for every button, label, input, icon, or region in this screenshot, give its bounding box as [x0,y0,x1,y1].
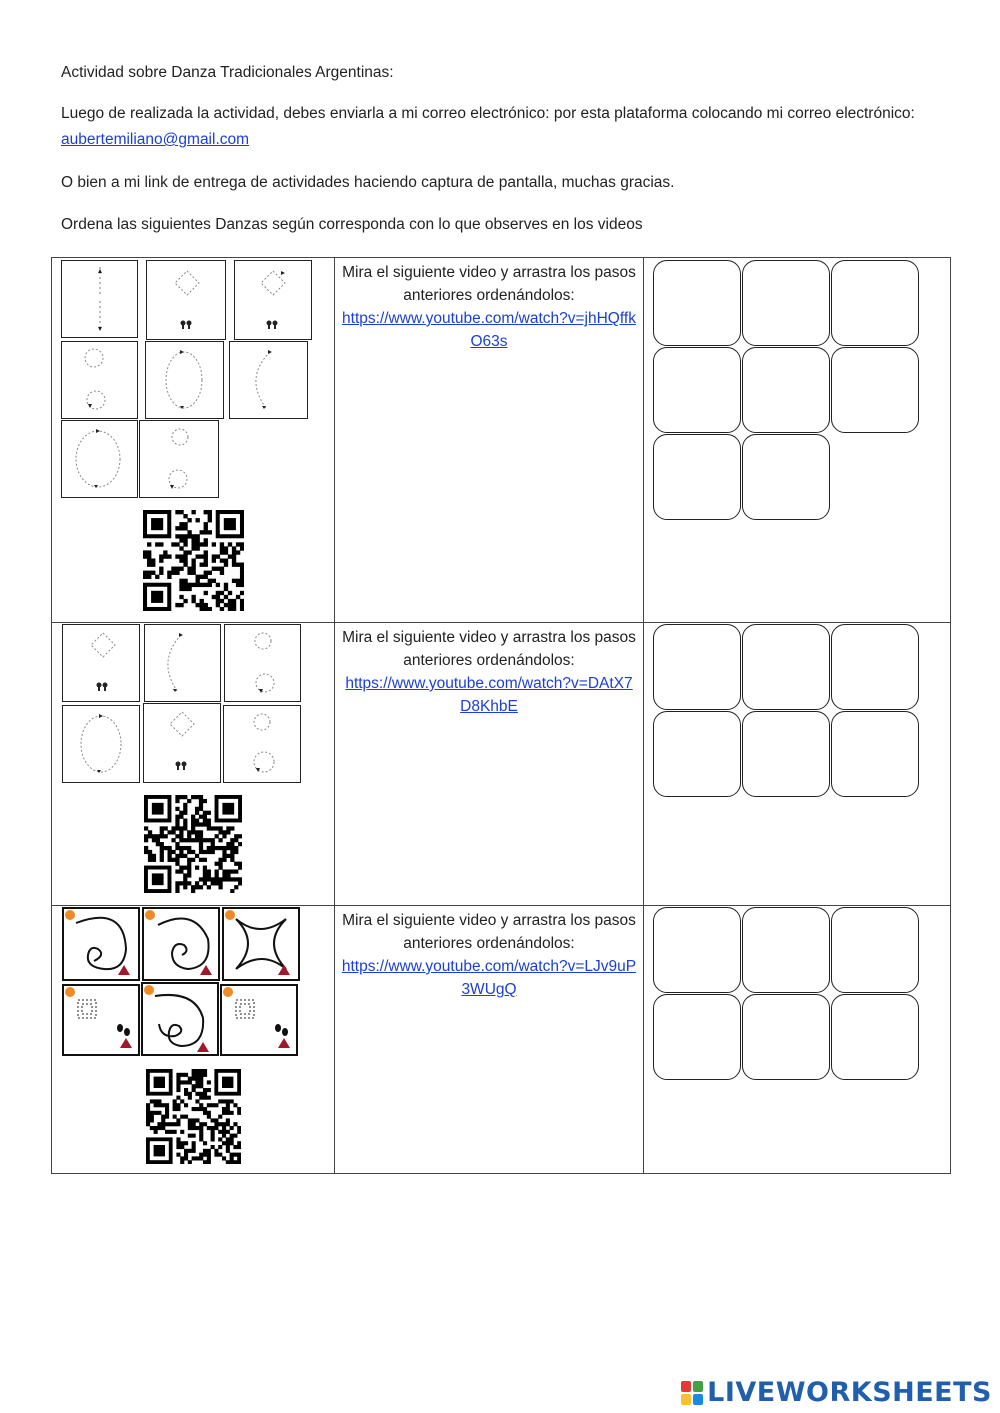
video-link[interactable]: https://www.youtube.com/watch?v=DAtX7D8KhbE [345,675,633,715]
drop-slot[interactable] [831,624,919,710]
dance-step-diagram-icon [230,342,307,418]
drop-slot[interactable] [831,711,919,797]
step-card[interactable] [62,984,140,1056]
drop-slot[interactable] [831,347,919,433]
drop-slot[interactable] [653,994,741,1080]
dance-step-diagram-icon [143,984,217,1054]
drop-slot[interactable] [653,347,741,433]
step-card[interactable] [223,705,301,783]
dance-step-diagram-icon [225,625,300,701]
video-link[interactable]: https://www.youtube.com/watch?v=LJv9uP3WUgQ [341,958,637,998]
qr-code-icon[interactable] [146,1069,241,1164]
liveworksheets-brand [681,1377,992,1408]
qr-code-icon[interactable] [143,510,244,611]
instruction-block [335,906,643,1001]
instruction-cell-1 [335,258,644,623]
instruction-text: Mira el siguiente video y arrastra los pasos anteriores ordenándolos: [342,912,636,952]
drop-slot[interactable] [831,994,919,1080]
dance-step-diagram-icon [146,342,223,418]
step-card[interactable] [234,260,312,340]
step-card[interactable] [144,624,221,702]
steps-cell-1 [52,258,335,623]
step-card[interactable] [222,907,300,981]
send-text: Luego de realizada la actividad, debes enviarla a mi correo electrónico: por esta plataforma colocando mi correo electrónico: [61,105,915,122]
drop-slot[interactable] [653,260,741,346]
drop-slot[interactable] [742,711,830,797]
drop-slot[interactable] [742,624,830,710]
step-card[interactable] [61,341,138,419]
liveworksheets-logo-icon [681,1381,703,1405]
steps-cell-2 [52,623,335,906]
step-card[interactable] [220,984,298,1056]
qr-code-icon[interactable] [144,795,242,893]
dance-step-diagram-icon [63,706,139,782]
step-card[interactable] [62,624,140,702]
step-card[interactable] [142,907,220,981]
instruction-text: Mira el siguiente video y arrastra los pasos anteriores ordenándolos: [342,264,636,304]
drop-slot[interactable] [653,434,741,520]
email-link[interactable]: aubertemiliano@gmail.com [61,131,250,148]
dance-step-diagram-icon [147,261,225,339]
instruction-text: Mira el siguiente video y arrastra los pasos anteriores ordenándolos: [342,629,636,669]
send-instructions [61,101,941,153]
steps-cell-3 [52,906,335,1174]
drop-slot[interactable] [653,624,741,710]
activity-title: Actividad sobre Danza Tradicionales Argentinas: [61,64,394,81]
dance-step-diagram-icon [140,421,218,497]
activity-table [51,257,951,1174]
dance-step-diagram-icon [224,909,298,979]
step-card[interactable] [62,705,140,783]
order-instructions: Ordena las siguientes Danzas según corresponda con lo que observes en los videos [61,216,643,233]
instruction-cell-3 [335,906,644,1174]
drop-slot[interactable] [742,907,830,993]
dance-step-diagram-icon [64,986,138,1054]
instruction-block [335,623,643,718]
answer-cell-2 [644,623,951,906]
step-card[interactable] [145,341,224,419]
dance-step-diagram-icon [144,909,218,979]
dance-step-diagram-icon [144,704,220,782]
step-card[interactable] [143,703,221,783]
step-card[interactable] [224,624,301,702]
instruction-cell-2 [335,623,644,906]
dance-step-diagram-icon [235,261,311,339]
step-card[interactable] [141,982,219,1056]
section-row-2 [52,623,951,906]
section-row-1 [52,258,951,623]
dance-step-diagram-icon [63,625,139,701]
step-card[interactable] [146,260,226,340]
section-row-3 [52,906,951,1174]
alt-instructions: O bien a mi link de entrega de actividades haciendo captura de pantalla, muchas gracias. [61,174,675,191]
drop-slot[interactable] [831,260,919,346]
drop-slot[interactable] [653,711,741,797]
drop-slot[interactable] [742,347,830,433]
dance-step-diagram-icon [145,625,220,701]
step-card[interactable] [61,260,138,338]
video-link[interactable]: https://www.youtube.com/watch?v=jhHQffkO63s [342,310,636,350]
answer-cell-3 [644,906,951,1174]
drop-slot[interactable] [742,994,830,1080]
dance-step-diagram-icon [222,986,296,1054]
brand-name: LIVEWORKSHEETS [707,1377,992,1408]
drop-slot[interactable] [742,260,830,346]
dance-step-diagram-icon [224,706,300,782]
step-card[interactable] [229,341,308,419]
dance-step-diagram-icon [62,421,137,497]
step-card[interactable] [139,420,219,498]
drop-slot[interactable] [742,434,830,520]
step-card[interactable] [61,420,138,498]
instruction-block [335,258,643,353]
drop-slot[interactable] [831,907,919,993]
dance-step-diagram-icon [62,261,137,337]
answer-cell-1 [644,258,951,623]
step-card[interactable] [62,907,140,981]
dance-step-diagram-icon [62,342,137,418]
dance-step-diagram-icon [64,909,138,979]
drop-slot[interactable] [653,907,741,993]
